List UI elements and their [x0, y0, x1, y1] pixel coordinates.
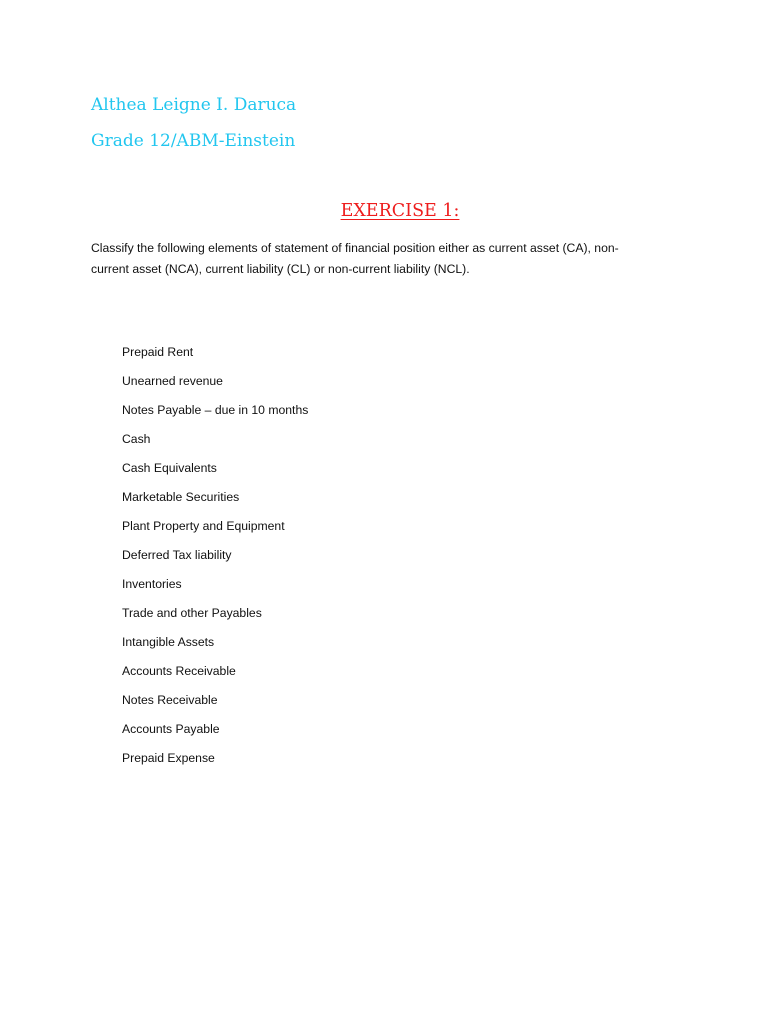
instructions-line-1: Classify the following elements of statement of financial position either as current asset (CA), non- [91, 241, 619, 255]
list-item: Prepaid Rent [122, 345, 194, 359]
list-item: Inventories [122, 577, 182, 591]
instructions [91, 238, 651, 280]
list-item: Accounts Receivable [122, 664, 236, 678]
list-item: Notes Payable – due in 10 months [122, 403, 309, 417]
grade-section: Grade 12/ABM-Einstein [91, 131, 296, 151]
list-item: Trade and other Payables [122, 606, 262, 620]
list-item: Cash [122, 432, 151, 446]
instructions-line-2: current asset (NCA), current liability (CL) or non-current liability (NCL). [91, 262, 470, 276]
list-item: Marketable Securities [122, 490, 240, 504]
exercise-title: EXERCISE 1: [340, 201, 460, 221]
list-item: Notes Receivable [122, 693, 218, 707]
list-item: Accounts Payable [122, 722, 220, 736]
list-item: Plant Property and Equipment [122, 519, 285, 533]
list-item: Prepaid Expense [122, 751, 215, 765]
list-item: Deferred Tax liability [122, 548, 232, 562]
list-item: Unearned revenue [122, 374, 223, 388]
elements-list [122, 342, 308, 777]
author-name: Althea Leigne I. Daruca [91, 95, 297, 115]
list-item: Cash Equivalents [122, 461, 217, 475]
list-item: Intangible Assets [122, 635, 215, 649]
